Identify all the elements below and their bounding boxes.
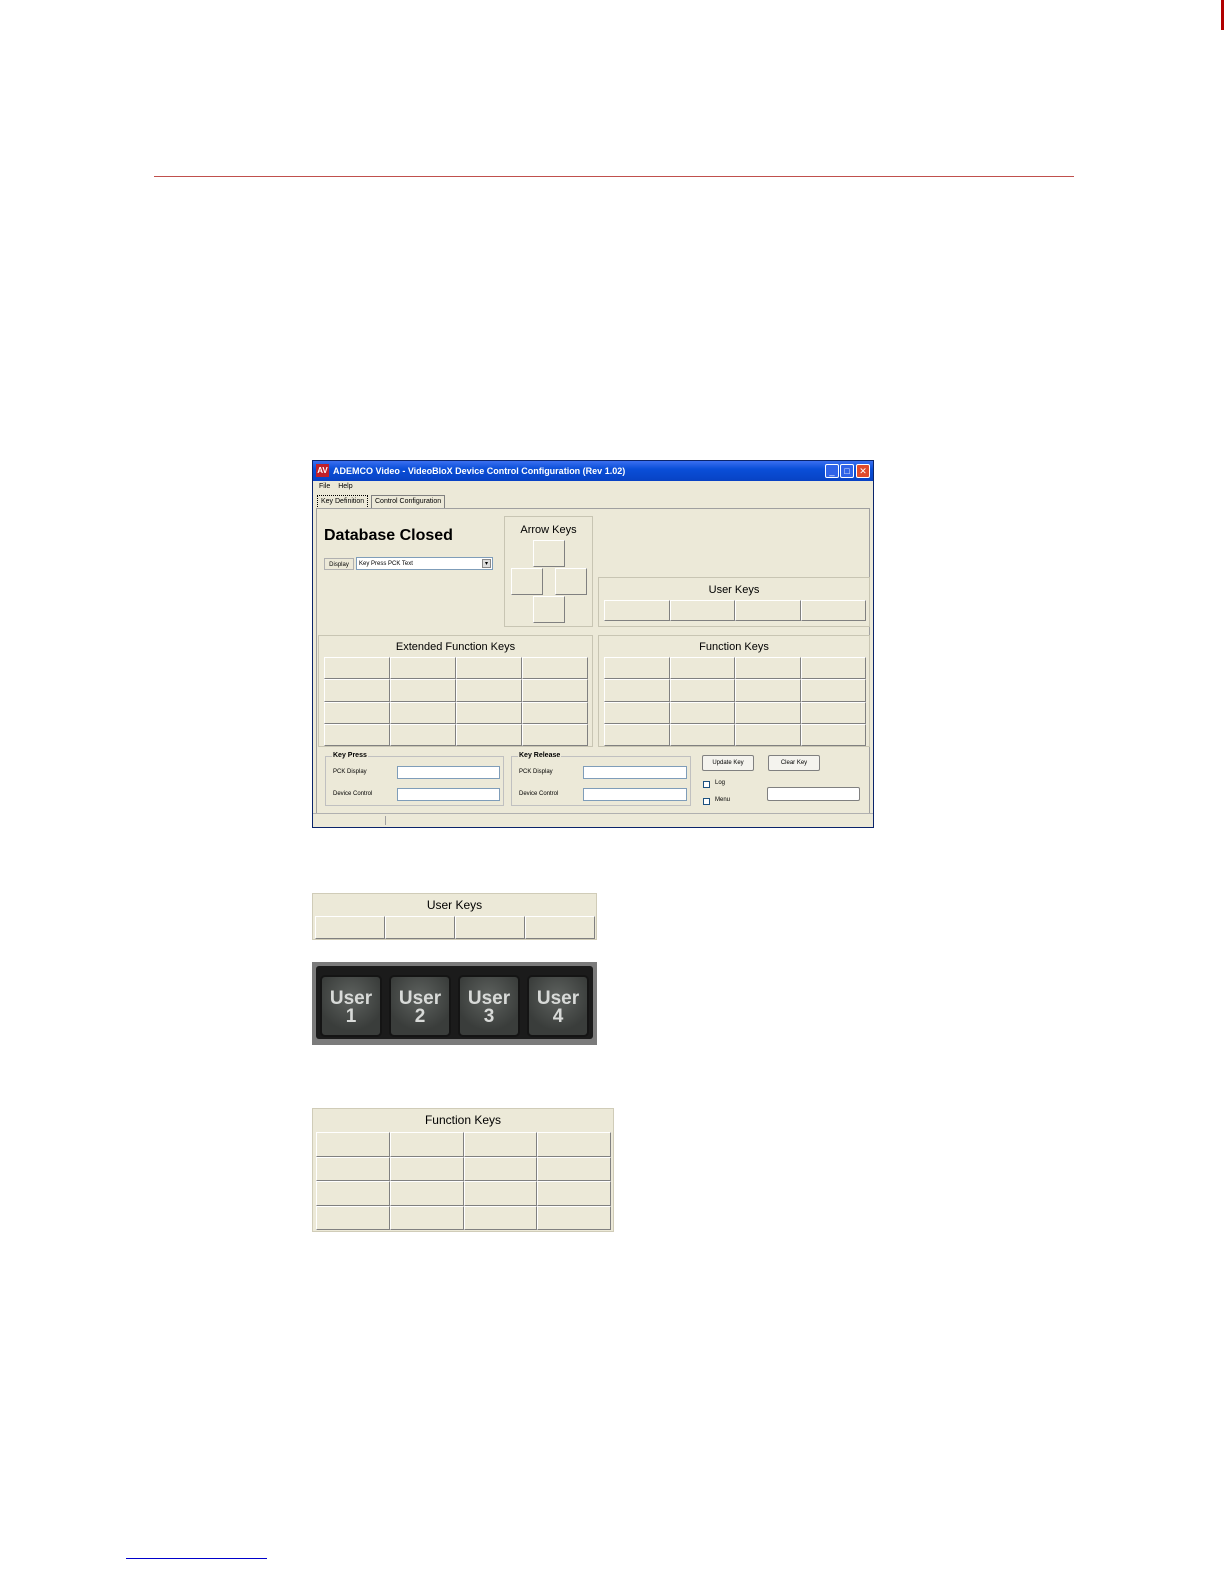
user-keys-panel [312,893,597,940]
hardware-user-keys-photo [312,962,597,1045]
function-key[interactable] [464,1206,538,1231]
key-release-pck-label: PCK Display [519,769,553,775]
ext-function-key[interactable] [522,657,588,679]
function-keys-panel-grid [316,1132,611,1230]
function-key[interactable] [670,702,736,724]
user-keys-panel-grid [315,916,595,939]
function-key[interactable] [735,702,801,724]
function-key[interactable] [464,1132,538,1157]
footnote-rule [126,1558,267,1559]
arrow-down-key[interactable] [533,596,565,623]
display-label: Display [324,558,354,570]
database-status: Database Closed [324,527,453,544]
log-label: Log [715,780,726,786]
user-keys-title: User Keys [708,584,760,596]
function-key[interactable] [735,724,801,746]
menu-label: Menu [715,797,731,803]
user-keys-group [598,577,870,627]
window-title: ADEMCO Video - VideoBloX Device Control Configuration (Rev 1.02) [333,466,626,476]
key-press-device-input[interactable] [397,788,500,801]
hardware-user-key-1 [320,975,382,1037]
key-press-pck-input[interactable] [397,766,500,779]
key-press-pck-label: PCK Display [333,769,367,775]
display-select-value: Key Press PCK Text [359,561,413,567]
function-key[interactable] [316,1206,390,1231]
hw-key-number: 2 [414,1006,426,1027]
hw-key-label: User [398,988,442,1009]
extended-function-keys-title: Extended Function Keys [395,641,516,653]
user-key[interactable] [315,916,385,939]
ext-function-key[interactable] [522,724,588,746]
hardware-user-key-3 [458,975,520,1037]
hw-key-number: 4 [552,1006,564,1027]
function-key[interactable] [537,1157,611,1182]
user-key[interactable] [385,916,455,939]
function-key[interactable] [316,1132,390,1157]
function-key[interactable] [670,657,736,679]
key-release-legend: Key Release [519,752,561,759]
chevron-down-icon[interactable]: ▾ [482,559,491,568]
ext-function-key[interactable] [456,702,522,724]
extended-function-keys-group [318,635,593,747]
clear-key-button[interactable]: Clear Key [768,755,820,771]
function-key[interactable] [537,1206,611,1231]
user-key[interactable] [735,600,801,621]
hardware-user-key-4 [527,975,589,1037]
function-key[interactable] [604,724,670,746]
arrow-up-key[interactable] [533,540,565,567]
user-keys-panel-title: User Keys [426,898,483,912]
function-key[interactable] [801,657,867,679]
hw-key-number: 1 [345,1006,357,1027]
user-key[interactable] [525,916,595,939]
function-key[interactable] [801,702,867,724]
ext-function-key[interactable] [390,657,456,679]
ext-function-key[interactable] [522,702,588,724]
key-press-fieldset [325,752,504,806]
hw-key-label: User [467,988,511,1009]
close-button[interactable]: ✕ [856,464,870,478]
function-key[interactable] [537,1132,611,1157]
ext-function-key[interactable] [456,679,522,701]
user-keys-grid [604,600,866,621]
function-keys-panel [312,1108,614,1232]
hw-key-label: User [329,988,373,1009]
function-key[interactable] [316,1157,390,1182]
key-release-device-label: Device Control [519,791,559,797]
status-bar [313,813,873,827]
user-key[interactable] [670,600,736,621]
ext-function-key[interactable] [456,657,522,679]
ext-function-key[interactable] [390,679,456,701]
function-key[interactable] [801,679,867,701]
config-window [312,460,874,828]
hw-key-label: User [536,988,580,1009]
key-release-device-input[interactable] [583,788,687,801]
ext-function-key[interactable] [390,724,456,746]
function-key[interactable] [390,1132,464,1157]
function-key[interactable] [464,1181,538,1206]
function-key[interactable] [316,1181,390,1206]
function-keys-panel-title: Function Keys [424,1113,502,1127]
ext-function-key[interactable] [390,702,456,724]
menu-checkbox[interactable] [703,798,710,805]
function-key[interactable] [670,724,736,746]
header-rule [154,176,1074,177]
minimize-button[interactable]: _ [825,464,839,478]
function-key[interactable] [735,679,801,701]
function-key[interactable] [390,1206,464,1231]
arrow-keys-title: Arrow Keys [520,524,577,536]
arrow-right-key[interactable] [555,568,587,595]
ext-function-key[interactable] [456,724,522,746]
ext-function-key[interactable] [324,724,390,746]
update-key-button[interactable]: Update Key [702,755,754,771]
key-release-fieldset [511,752,691,806]
arrow-left-key[interactable] [511,568,543,595]
progress-bar [767,787,860,801]
user-key[interactable] [455,916,525,939]
function-keys-group [598,635,870,747]
hardware-user-key-2 [389,975,451,1037]
function-key[interactable] [390,1157,464,1182]
tab-key-definition[interactable]: Key Definition [317,495,368,509]
key-release-pck-input[interactable] [583,766,687,779]
display-select[interactable] [356,557,493,570]
title-bar[interactable] [313,461,873,481]
ext-function-key[interactable] [324,702,390,724]
function-keys-grid [604,657,866,746]
function-key[interactable] [670,679,736,701]
maximize-button[interactable]: □ [840,464,854,478]
app-icon: AV [317,466,328,475]
ext-function-key[interactable] [522,679,588,701]
menu-help[interactable]: Help [338,483,353,490]
function-key[interactable] [604,679,670,701]
keypad-bezel [316,966,593,1039]
function-key[interactable] [464,1157,538,1182]
ext-function-key[interactable] [324,657,390,679]
function-key[interactable] [604,657,670,679]
user-key[interactable] [801,600,867,621]
tab-control-configuration[interactable]: Control Configuration [371,495,445,508]
function-key[interactable] [604,702,670,724]
log-checkbox[interactable] [703,781,710,788]
function-key[interactable] [537,1181,611,1206]
extended-function-keys-grid [324,657,588,746]
menu-file[interactable]: File [319,483,331,490]
key-press-legend: Key Press [333,752,367,759]
function-key[interactable] [801,724,867,746]
status-separator [385,816,386,825]
function-keys-title: Function Keys [699,641,769,653]
key-press-device-label: Device Control [333,791,373,797]
hw-key-number: 3 [483,1006,495,1027]
function-key[interactable] [390,1181,464,1206]
ext-function-key[interactable] [324,679,390,701]
function-key[interactable] [735,657,801,679]
user-key[interactable] [604,600,670,621]
menu-bar [313,481,873,493]
arrow-keys-group [504,516,593,627]
